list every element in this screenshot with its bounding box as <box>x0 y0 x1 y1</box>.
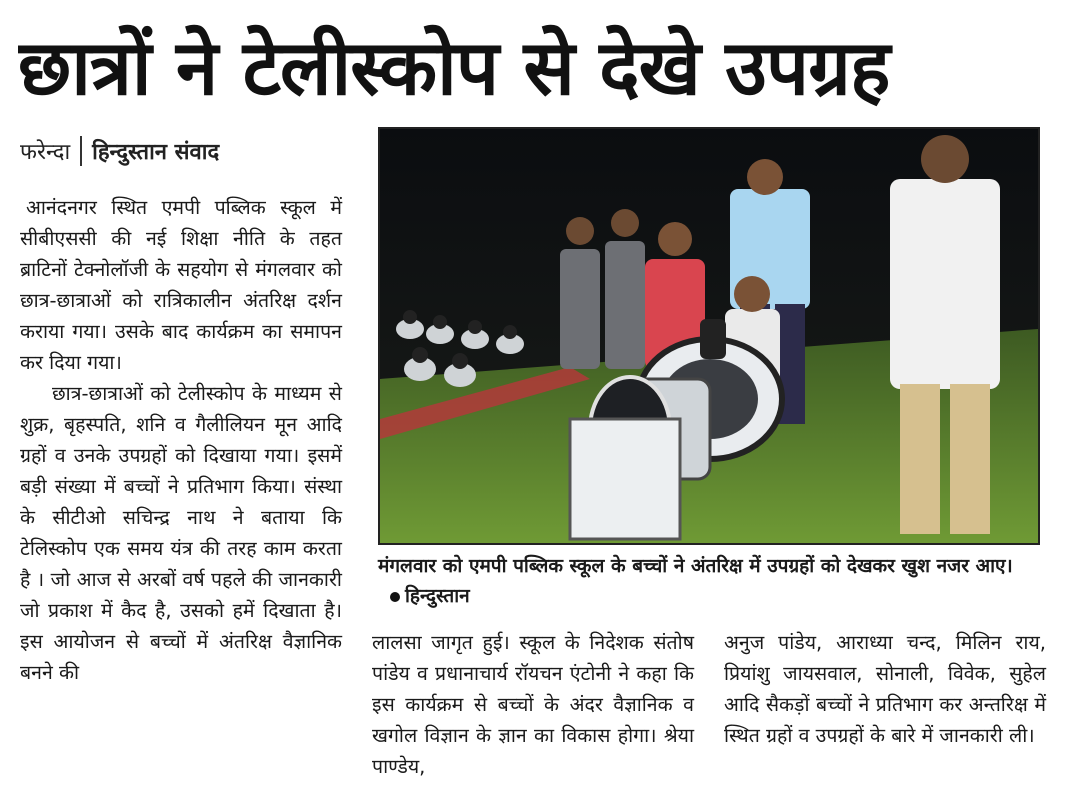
paragraph-2: छात्र-छात्राओं को टेलीस्कोप के माध्यम से शुक्र, बृहस्पति, शनि व गैलीलियन मून आदि ग्रहों व उनके उपग्रहों को दिखाया गया। इसमें बड़ी संख्या में बच्चों ने प्रतिभाग किया। संस्था के सीटीओ सचिन्द्र नाथ ने बताया कि टेलिस्कोप एक समय यंत्र की तरह काम करता है । जो आज से अरबों वर्ष पहले की जानकारी जो प्रकाश में कैद है, उसको हमें दिखाता है। इस आयोजन से बच्चों में अंतरिक्ष वैज्ञानिक बनने की <box>20 382 342 684</box>
photo-caption-block <box>378 551 1040 611</box>
byline-divider <box>80 136 82 166</box>
article-column-1 <box>20 192 342 688</box>
photo-credit <box>390 585 470 607</box>
byline <box>20 134 219 168</box>
bullet-icon <box>390 592 400 602</box>
paragraph-1: आनंदनगर स्थित एमपी पब्लिक स्कूल में सीबीएससी की नई शिक्षा नीति के तहत ब्राटिनों टेक्नोलॉजी के सहयोग से मंगलवार को छात्र-छात्राओं को रात्रिकालीन अंतरिक्ष दर्शन कराया गया। उसके बाद कार्यक्रम का समापन कर दिया गया। <box>20 196 342 374</box>
headline: छात्रों ने टेलीस्कोप से देखे उपग्रह <box>18 23 890 112</box>
byline-source: हिन्दुस्तान संवाद <box>92 140 220 165</box>
column-3-text: अनुज पांडेय, आराध्या चन्द, मिलिन राय, प्रियांशु जायसवाल, सोनाली, विवेक, सुहेल आदि सैकड़ों बच्चों ने प्रतिभाग कर अन्तरिक्ष में स्थित ग्रहों व उपग्रहों के बारे में जानकारी ली। <box>724 631 1046 747</box>
article-column-2 <box>372 627 694 782</box>
photo-caption: मंगलवार को एमपी पब्लिक स्कूल के बच्चों ने अंतरिक्ष में उपग्रहों को देखकर खुश नजर आए। <box>378 555 1013 577</box>
news-photo <box>378 127 1040 545</box>
photo-credit-text: हिन्दुस्तान <box>405 585 470 607</box>
column-2-text: लालसा जागृत हुई। स्कूल के निदेशक संतोष पांडेय व प्रधानाचार्य रॉयचन एंटोनी ने कहा कि इस कार्यक्रम से बच्चों के अंदर वैज्ञानिक व खगोल विज्ञान के ज्ञान का विकास होगा। श्रेया पाण्डेय, <box>372 631 694 778</box>
byline-place: फरेन्दा <box>20 140 71 165</box>
telescope-photo-illustration <box>380 129 1038 543</box>
article-column-3 <box>724 627 1046 751</box>
